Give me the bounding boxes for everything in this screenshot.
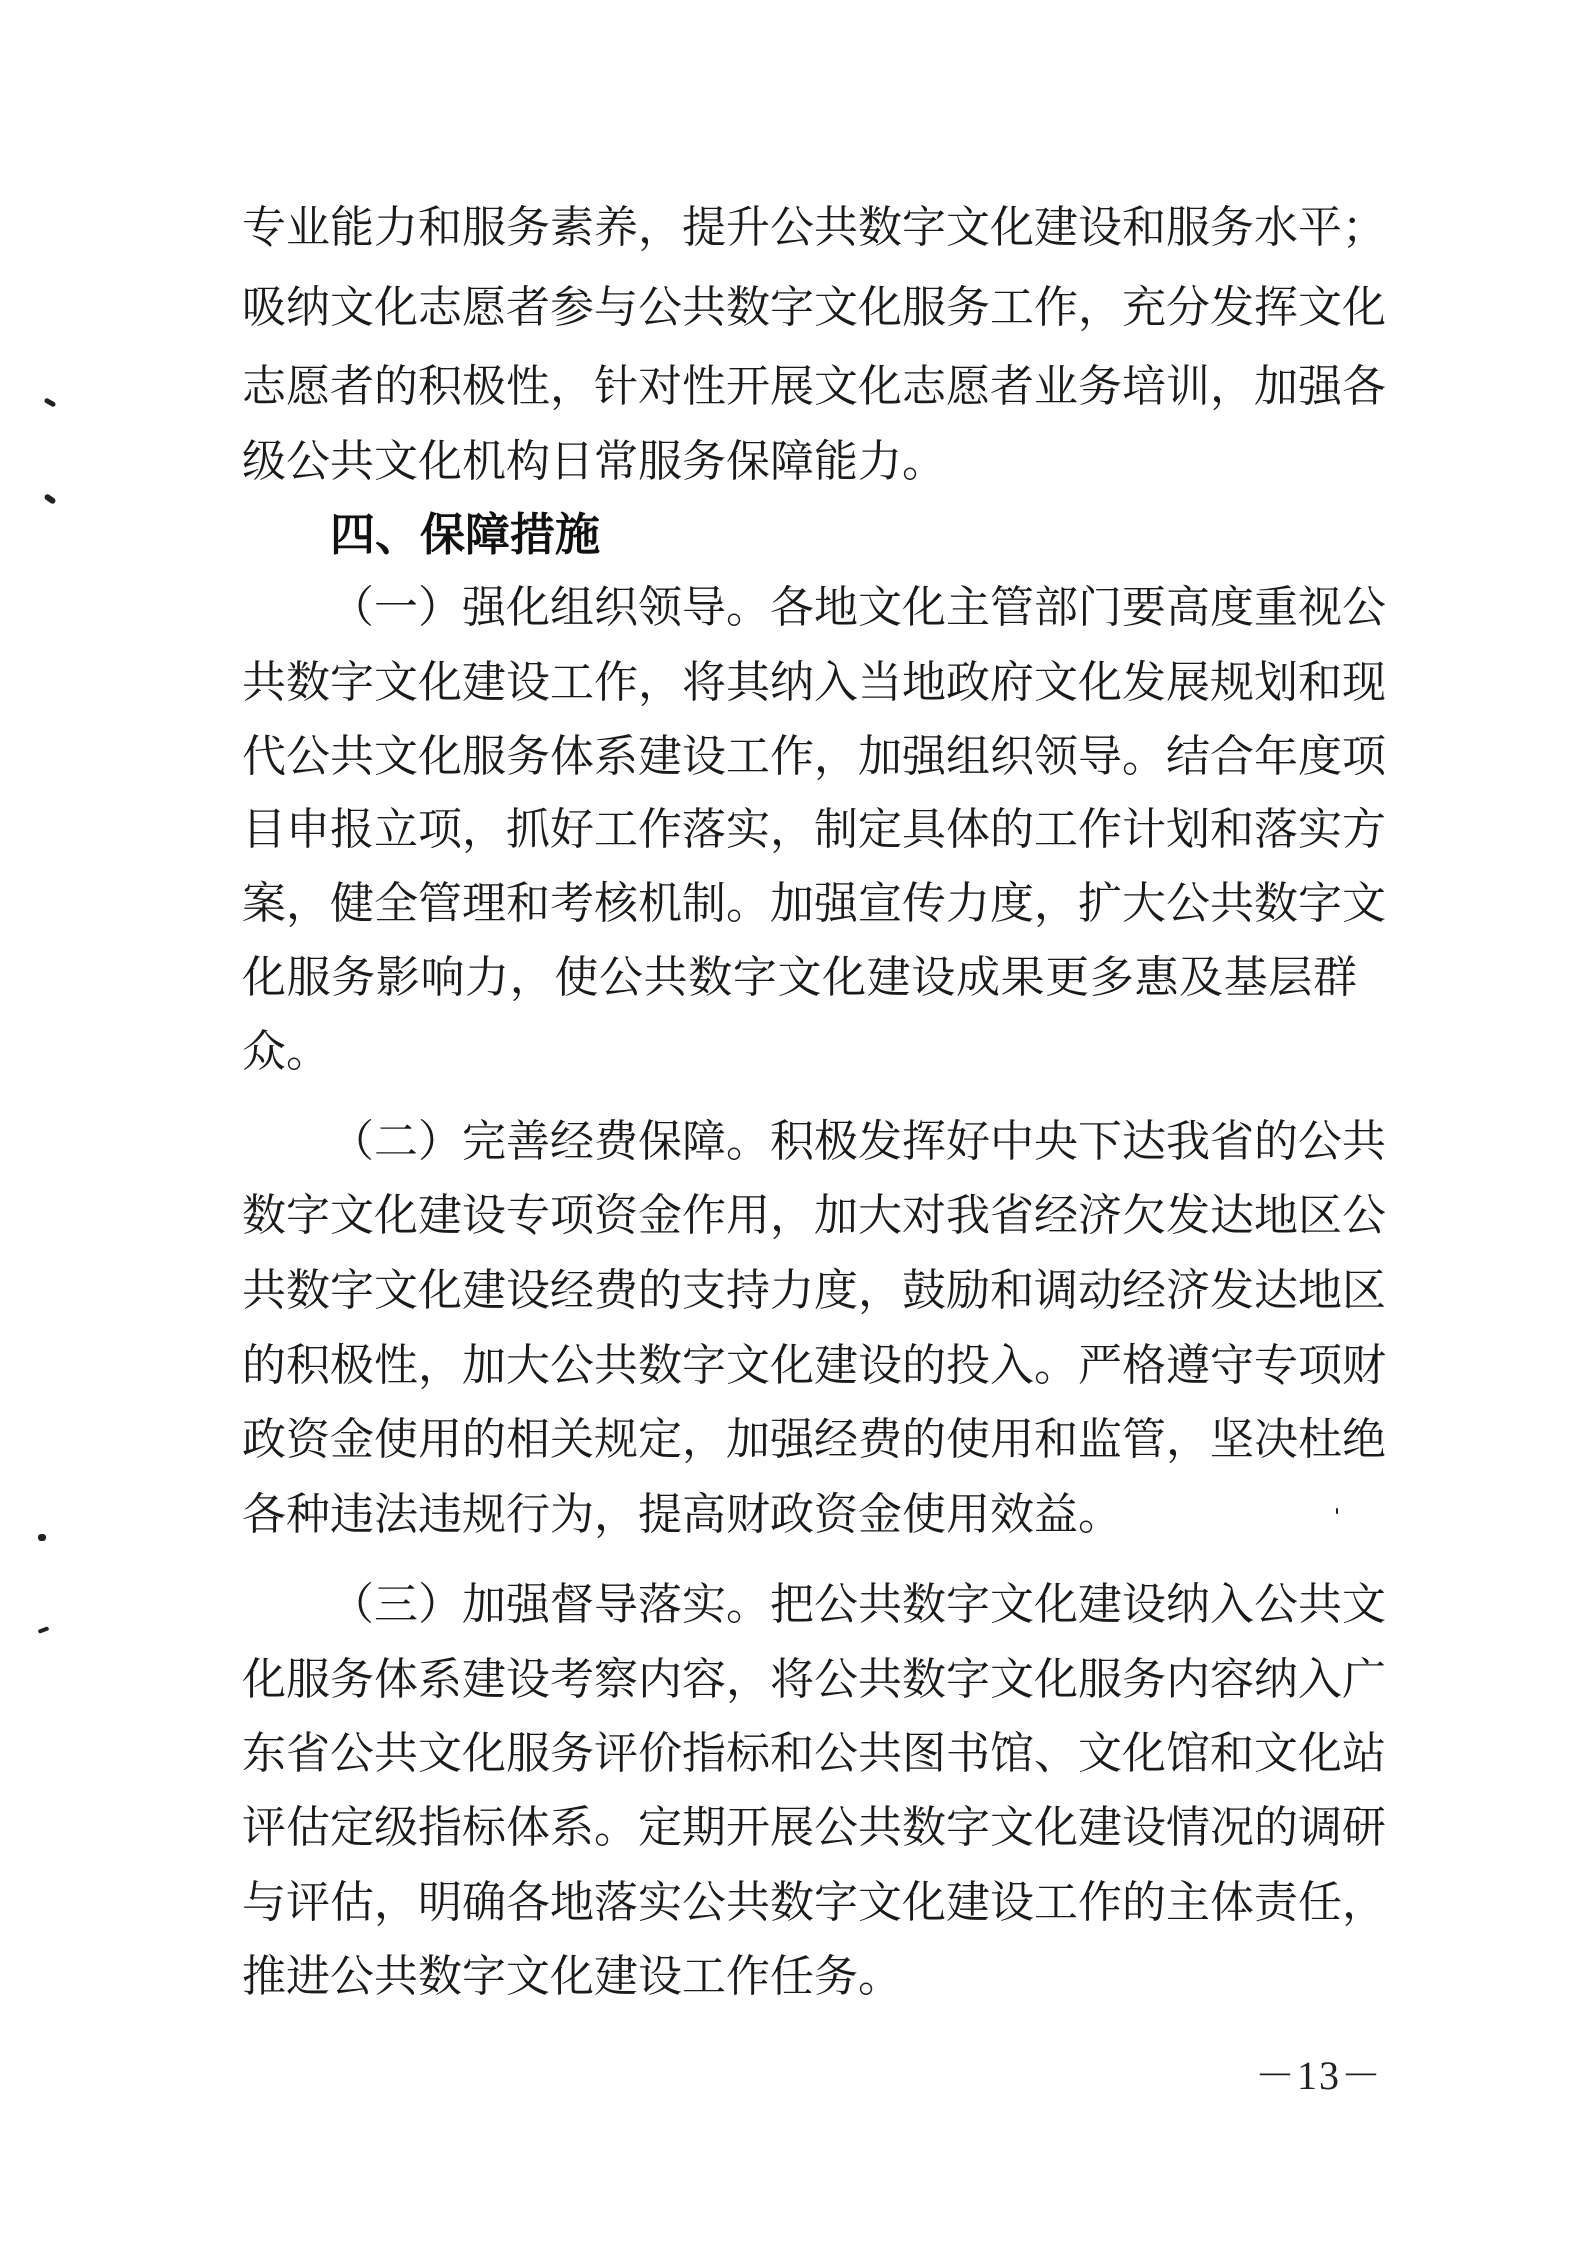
subsection-3-line: 化服务体系建设考察内容，将公共数字文化服务内容纳入广: [242, 1654, 1386, 1705]
subsection-2-line: （二）完善经费保障。积极发挥好中央下达我省的公共: [330, 1116, 1386, 1167]
subsection-1-line: 代公共文化服务体系建设工作，加强组织领导。结合年度项: [242, 731, 1386, 782]
subsection-1-line: 目申报立项，抓好工作落实，制定具体的工作计划和落实方: [242, 804, 1386, 855]
subsection-1-line: （一）强化组织领导。各地文化主管部门要高度重视公: [330, 582, 1386, 633]
paragraph-line: 级公共文化机构日常服务保障能力。: [242, 436, 946, 487]
subsection-2-line: 各种违法违规行为，提高财政资金使用效益。: [242, 1489, 1122, 1540]
subsection-3-line: （三）加强督导落实。把公共数字文化建设纳入公共文: [330, 1579, 1386, 1630]
section-heading: 四、保障措施: [330, 508, 601, 561]
scan-mark: [38, 1626, 50, 1634]
subsection-2-line: 政资金使用的相关规定，加强经费的使用和监管，坚决杜绝: [242, 1414, 1386, 1465]
page-number: －13－: [1255, 2053, 1383, 2098]
subsection-1-line: 案，健全管理和考核机制。加强宣传力度，扩大公共数字文: [242, 878, 1386, 929]
subsection-1-line: 共数字文化建设工作，将其纳入当地政府文化发展规划和现: [242, 657, 1386, 708]
scan-mark: [38, 1534, 46, 1541]
subsection-1-line: 化服务影响力，使公共数字文化建设成果更多惠及基层群: [242, 952, 1357, 1003]
subsection-3-line: 东省公共文化服务评价指标和公共图书馆、文化馆和文化站: [242, 1728, 1386, 1779]
subsection-3-line: 与评估，明确各地落实公共数字文化建设工作的主体责任，: [242, 1877, 1386, 1928]
scan-mark: [43, 493, 56, 505]
paragraph-line: 专业能力和服务素养，提升公共数字文化建设和服务水平；: [242, 202, 1386, 253]
subsection-1-line: 众。: [242, 1026, 330, 1077]
subsection-2-line: 数字文化建设专项资金作用，加大对我省经济欠发达地区公: [242, 1190, 1386, 1241]
paragraph-line: 志愿者的积极性，针对性开展文化志愿者业务培训，加强各: [242, 361, 1386, 412]
scan-mark: [44, 397, 57, 407]
subsection-3-line: 评估定级指标体系。定期开展公共数字文化建设情况的调研: [242, 1802, 1386, 1853]
paragraph-line: 吸纳文化志愿者参与公共数字文化服务工作，充分发挥文化: [242, 282, 1386, 333]
subsection-2-line: 的积极性，加大公共数字文化建设的投入。严格遵守专项财: [242, 1340, 1386, 1391]
subsection-2-line: 共数字文化建设经费的支持力度，鼓励和调动经济发达地区: [242, 1265, 1386, 1316]
subsection-3-line: 推进公共数字文化建设工作任务。: [242, 1951, 902, 2002]
